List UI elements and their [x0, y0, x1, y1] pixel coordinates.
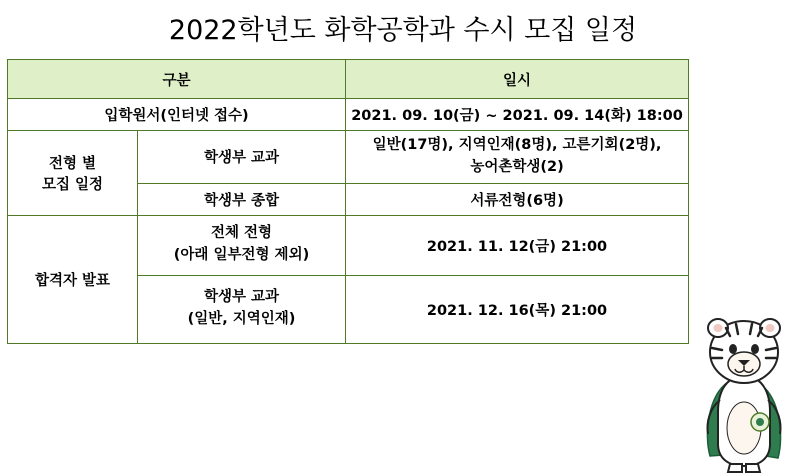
subject-quotas-line2: 농어촌학생(2): [470, 158, 564, 175]
column-header-category: 구분: [8, 60, 346, 99]
table-header-row: [8, 60, 689, 99]
subrow-label-subject: 학생부 교과: [138, 131, 346, 184]
subrow-label-subject-results: [138, 275, 346, 343]
row-value-application-period: 2021. 09. 10(금) ~ 2021. 09. 14(화) 18:00: [346, 99, 689, 131]
table-row-results-all: [8, 215, 689, 275]
group-label-results-announcement: 합격자 발표: [8, 215, 138, 343]
page-title: 2022학년도 화학공학과 수시 모집 일정: [168, 15, 638, 46]
group-label-line1: 전형 별: [48, 155, 97, 172]
table-row-application: [8, 99, 689, 131]
subject-quotas-line1: 일반(17명), 지역인재(8명), 고른기회(2명),: [372, 137, 662, 153]
schedule-table: [7, 59, 689, 344]
column-header-datetime: 일시: [346, 60, 689, 99]
subrow-label-all-tracks: [138, 215, 346, 275]
subject-results-line1: 학생부 교과: [203, 289, 280, 306]
table-row-subject-track: [8, 131, 689, 184]
row-value-results-all-date: 2021. 11. 12(금) 21:00: [346, 215, 689, 275]
subject-results-line2: (일반, 지역인재): [187, 311, 296, 327]
tiger-mascot: [668, 304, 798, 474]
group-label-line2: 모집 일정: [41, 176, 104, 193]
row-value-subject-quotas: [346, 131, 689, 184]
row-label-application: 입학원서(인터넷 접수): [8, 99, 346, 131]
subrow-label-comprehensive: 학생부 종합: [138, 183, 346, 215]
group-label-admission-schedule: [8, 131, 138, 216]
all-tracks-line1: 전체 전형: [210, 225, 273, 242]
row-value-results-subject-date: 2021. 12. 16(목) 21:00: [346, 275, 689, 343]
row-value-comprehensive-quota: 서류전형(6명): [346, 183, 689, 215]
all-tracks-line2: (아래 일부전형 제외): [173, 247, 310, 263]
